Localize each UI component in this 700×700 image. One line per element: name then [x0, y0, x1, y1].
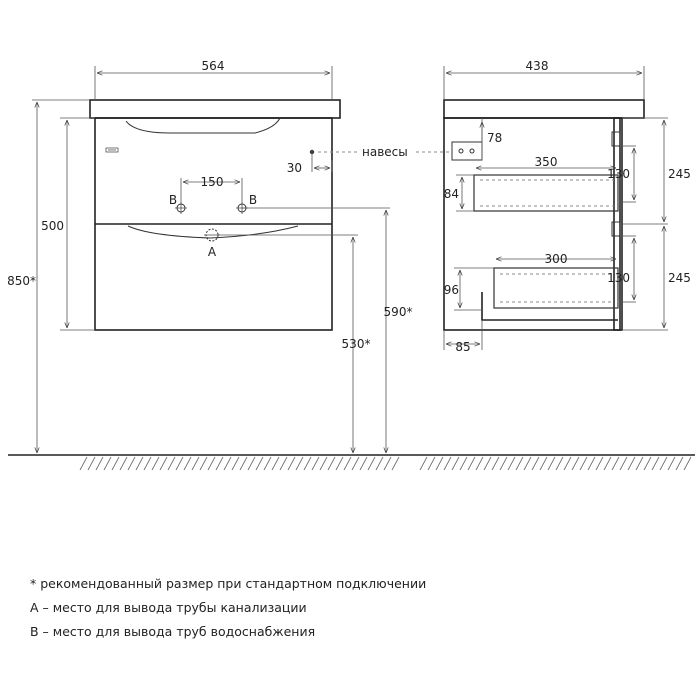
- floor-hatch-mark: [676, 457, 683, 470]
- floor-hatch-mark: [532, 457, 539, 470]
- hinge-depth-label: 78: [487, 131, 503, 145]
- floor-hatch-mark: [524, 457, 531, 470]
- point-b-right-label: B: [248, 193, 258, 207]
- floor-hatch-mark: [516, 457, 523, 470]
- floor-hatch-mark: [620, 457, 627, 470]
- note-recommended: * рекомендованный размер при стандартном подключении: [30, 576, 427, 591]
- floor-hatch-mark: [580, 457, 587, 470]
- pipe-spacing-label: 150: [200, 175, 224, 189]
- side-lower-runner: [482, 292, 618, 320]
- floor-hatch-mark: [476, 457, 483, 470]
- floor-hatch-mark: [460, 457, 467, 470]
- point-a-label: A: [207, 245, 217, 259]
- floor-hatch-mark: [588, 457, 595, 470]
- floor-hatch-mark: [352, 457, 359, 470]
- back-offset-label: 85: [455, 340, 471, 354]
- height-590-label: 590*: [383, 305, 413, 319]
- floor-hatch-mark: [200, 457, 207, 470]
- front-height-500-label: 500: [41, 219, 64, 233]
- floor-hatch-mark: [628, 457, 635, 470]
- floor-hatch-mark: [136, 457, 143, 470]
- front2-outer-label: 245: [668, 271, 691, 285]
- floor-hatch-mark: [312, 457, 319, 470]
- drawer1-depth-label: 350: [534, 155, 558, 169]
- front1-inner-label: 130: [607, 167, 630, 181]
- floor-hatch-mark: [572, 457, 579, 470]
- floor-hatch-mark: [296, 457, 303, 470]
- front-basin-top: [90, 100, 340, 118]
- side-basin-top: [444, 100, 644, 118]
- floor-hatch-mark: [336, 457, 343, 470]
- front-height-850-label: 850*: [7, 274, 36, 288]
- floor-hatch-mark: [184, 457, 191, 470]
- floor-hatch-mark: [556, 457, 563, 470]
- floor-hatch-mark: [112, 457, 119, 470]
- floor-hatch-mark: [500, 457, 507, 470]
- drawer1-height-label: 84: [443, 187, 459, 201]
- floor-hatch-mark: [88, 457, 95, 470]
- floor-hatch-mark: [120, 457, 127, 470]
- floor-hatch-mark: [392, 457, 399, 470]
- floor-hatch-mark: [304, 457, 311, 470]
- floor-hatch-mark: [104, 457, 111, 470]
- floor-hatch-mark: [216, 457, 223, 470]
- floor-hatch-mark: [376, 457, 383, 470]
- height-530-label: 530*: [341, 337, 371, 351]
- floor-hatch-mark: [240, 457, 247, 470]
- floor-hatch-mark: [492, 457, 499, 470]
- note-point-b: B – место для вывода труб водоснабжения: [30, 624, 316, 639]
- floor-hatch-mark: [248, 457, 255, 470]
- floor-hatch-mark: [384, 457, 391, 470]
- floor-hatch-mark: [612, 457, 619, 470]
- drawer2-height-label: 96: [443, 283, 459, 297]
- floor-hatch-mark: [264, 457, 271, 470]
- legend-notes: [30, 572, 426, 644]
- front-basin-curve-top: [126, 118, 280, 133]
- floor-hatch-mark: [368, 457, 375, 470]
- floor-hatch-mark: [420, 457, 427, 470]
- floor-hatch-mark: [96, 457, 103, 470]
- side-view: [444, 59, 691, 354]
- floor-hatch-mark: [540, 457, 547, 470]
- front2-inner-label: 130: [607, 271, 630, 285]
- point-b-left-label: B: [168, 193, 178, 207]
- floor-hatch-mark: [508, 457, 515, 470]
- floor-line: [8, 455, 695, 470]
- hinge-label: навесы: [362, 145, 408, 159]
- floor-hatch-mark: [548, 457, 555, 470]
- floor-hatch-mark: [564, 457, 571, 470]
- front-basin-curve-bowl: [128, 226, 298, 238]
- floor-hatch-mark: [436, 457, 443, 470]
- side-depth-label: 438: [525, 59, 549, 73]
- floor-hatch-mark: [328, 457, 335, 470]
- floor-hatch-mark: [208, 457, 215, 470]
- floor-hatch-mark: [320, 457, 327, 470]
- floor-hatch-mark: [652, 457, 659, 470]
- hinge-bracket-icon: [452, 142, 482, 160]
- note-point-a: A – место для вывода трубы канализации: [30, 600, 307, 615]
- floor-hatch-mark: [428, 457, 435, 470]
- floor-hatch-mark: [152, 457, 159, 470]
- floor-hatch-mark: [604, 457, 611, 470]
- drain-outlet-icon: [204, 229, 220, 241]
- floor-hatch-mark: [444, 457, 451, 470]
- floor-hatch-mark: [272, 457, 279, 470]
- floor-hatch-mark: [644, 457, 651, 470]
- floor-hatch-mark: [636, 457, 643, 470]
- floor-hatch-mark: [128, 457, 135, 470]
- floor-hatch-mark: [344, 457, 351, 470]
- floor-hatch-mark: [452, 457, 459, 470]
- front-width-label: 564: [201, 59, 225, 73]
- floor-hatch-mark: [288, 457, 295, 470]
- front1-outer-label: 245: [668, 167, 691, 181]
- front-view: [7, 59, 452, 453]
- floor-hatch-mark: [80, 457, 87, 470]
- floor-hatch-mark: [176, 457, 183, 470]
- hinge-offset-label: 30: [286, 161, 302, 175]
- floor-hatch-mark: [668, 457, 675, 470]
- floor-hatch-mark: [360, 457, 367, 470]
- floor-hatch-mark: [168, 457, 175, 470]
- floor-hatch-mark: [232, 457, 239, 470]
- floor-hatch-mark: [684, 457, 691, 470]
- floor-hatch-mark: [660, 457, 667, 470]
- drawer2-depth-label: 300: [544, 252, 568, 266]
- floor-hatch-mark: [596, 457, 603, 470]
- floor-hatch-mark: [192, 457, 199, 470]
- floor-hatch-mark: [484, 457, 491, 470]
- floor-hatch-mark: [468, 457, 475, 470]
- floor-hatch-mark: [280, 457, 287, 470]
- floor-hatch-mark: [160, 457, 167, 470]
- floor-hatch-mark: [256, 457, 263, 470]
- floor-hatch-mark: [144, 457, 151, 470]
- floor-hatch-mark: [224, 457, 231, 470]
